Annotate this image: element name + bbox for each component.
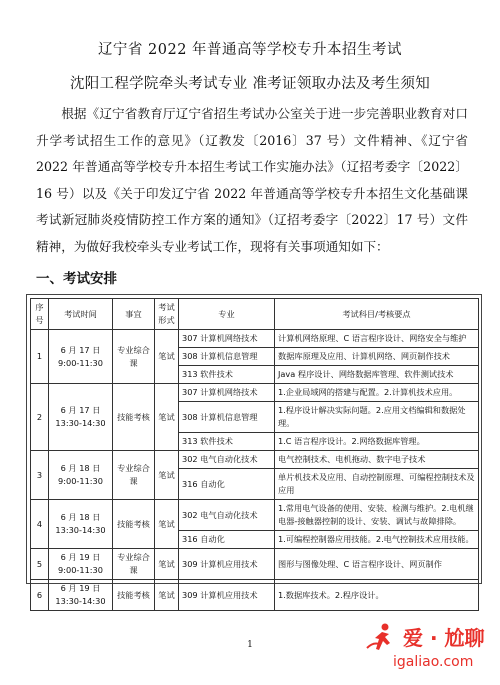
header-no: 序号 bbox=[31, 299, 49, 330]
cell-time-range: 13:30-14:30 bbox=[55, 525, 106, 535]
cell-subjects: 单片机技术及应用、自动控制原理、可编程控制技术及应用 bbox=[275, 469, 479, 500]
document-title-line1: 辽宁省 2022 年普通高等学校专升本招生考试 bbox=[97, 42, 403, 58]
cell-time bbox=[49, 451, 113, 500]
cell-no: 6 bbox=[31, 580, 49, 611]
cell-item: 专业综合课 bbox=[113, 451, 155, 500]
cell-subjects: 1.可编程控制器应用技能。2.电气控制技术应用技能。 bbox=[275, 531, 479, 549]
cell-date: 6 月 18 日 bbox=[60, 463, 101, 473]
header-time: 考试时间 bbox=[49, 299, 113, 330]
cell-no: 4 bbox=[31, 500, 49, 549]
cell-form: 笔试 bbox=[155, 549, 179, 580]
cell-major: 309 计算机应用技术 bbox=[179, 549, 275, 580]
watermark-brand: 爱 · 尬聊 bbox=[403, 626, 485, 650]
cell-time-range: 9:00-11:30 bbox=[58, 476, 103, 486]
cell-major: 316 自动化 bbox=[179, 531, 275, 549]
cell-subjects: 1.程序设计解决实际问题。2.应用文档编辑和数据处理。 bbox=[275, 402, 479, 433]
cell-major: 302 电气自动化技术 bbox=[179, 451, 275, 469]
cell-subjects: 1.C 语言程序设计。2.网络数据库管理。 bbox=[275, 433, 479, 451]
cell-no: 1 bbox=[31, 330, 49, 384]
cell-subjects: 计算机网络原理、C 语言程序设计、网络安全与维护 bbox=[275, 330, 479, 348]
cell-subjects: 图形与图像处理、C 语言程序设计、网页制作 bbox=[275, 549, 479, 580]
intro-paragraph bbox=[36, 101, 468, 260]
cell-item: 专业综合课 bbox=[113, 549, 155, 580]
cell-item: 专业综合课 bbox=[113, 330, 155, 384]
watermark-url: igaliao.com bbox=[393, 654, 474, 670]
table-body bbox=[31, 330, 479, 611]
document-title-line2: 沈阳工程学院牵头考试专业 准考证领取办法及考生须知 bbox=[69, 76, 431, 92]
runner-logo-icon bbox=[365, 622, 397, 654]
cell-item: 技能考核 bbox=[113, 500, 155, 549]
cell-major: 308 计算机信息管理 bbox=[179, 402, 275, 433]
exam-schedule-table bbox=[30, 298, 479, 611]
table-row bbox=[31, 451, 479, 469]
cell-form: 笔试 bbox=[155, 451, 179, 500]
cell-subjects: 数据库原理及应用、计算机网络、网页制作技术 bbox=[275, 348, 479, 366]
page-number: 1 bbox=[247, 640, 253, 650]
cell-time bbox=[49, 549, 113, 580]
cell-time-range: 9:00-11:30 bbox=[58, 565, 103, 575]
intro-paragraph-text: 根据《辽宁省教育厅辽宁省招生考试办公室关于进一步完善职业教育对口升学考试招生工作的意见》（辽教发〔2016〕37 号）文件精神、《辽宁省 2022 年普通高等学校专升本招生考试工作实施办法》（辽招考委字〔2022〕16 号）以及《关于印发辽宁省 2022 年普通高等学校专升本招生文化基础课考试新冠肺炎疫情防控工作方案的通知》（辽招考委字〔2022〕17 号）文件精神，为做好我校牵头专业考试工作，现将有关事项通知如下： bbox=[36, 106, 468, 254]
cell-form: 笔试 bbox=[155, 500, 179, 549]
cell-subjects: Java 程序设计、网络数据库管理、软件测试技术 bbox=[275, 366, 479, 384]
cell-time bbox=[49, 330, 113, 384]
cell-major: 307 计算机网络技术 bbox=[179, 330, 275, 348]
cell-subjects: 1.数据库技术。2.程序设计。 bbox=[275, 580, 479, 611]
cell-subjects: 电气控制技术、电机拖动、数字电子技术 bbox=[275, 451, 479, 469]
cell-item: 技能考核 bbox=[113, 580, 155, 611]
cell-time-range: 9:00-11:30 bbox=[58, 357, 103, 368]
cell-time-range: 13:30-14:30 bbox=[55, 596, 106, 606]
cell-major: 308 计算机信息管理 bbox=[179, 348, 275, 366]
header-subjects: 考试科目/考核要点 bbox=[275, 299, 479, 330]
header-item: 事宜 bbox=[113, 299, 155, 330]
cell-major: 313 软件技术 bbox=[179, 366, 275, 384]
watermark bbox=[365, 620, 495, 676]
cell-major: 313 软件技术 bbox=[179, 433, 275, 451]
cell-subjects: 1.常用电气设备的使用、安装、检测与维护。2.电机继电器-接触器控制的设计、安装、调试与故障排除。 bbox=[275, 500, 479, 531]
header-form: 考试形式 bbox=[155, 299, 179, 330]
cell-time bbox=[49, 384, 113, 451]
cell-no: 2 bbox=[31, 384, 49, 451]
cell-subjects: 1.企业局域网的搭建与配置。2.计算机技术应用。 bbox=[275, 384, 479, 402]
cell-no: 5 bbox=[31, 549, 49, 580]
cell-date: 6 月 17 日 bbox=[60, 405, 101, 415]
cell-major: 316 自动化 bbox=[179, 469, 275, 500]
cell-form: 笔试 bbox=[155, 580, 179, 611]
section-heading-exam-schedule: 一、考试安排 bbox=[36, 271, 117, 287]
cell-item: 技能考核 bbox=[113, 384, 155, 451]
cell-major: 307 计算机网络技术 bbox=[179, 384, 275, 402]
cell-date: 6 月 17 日 bbox=[60, 344, 101, 355]
cell-time-range: 13:30-14:30 bbox=[55, 418, 106, 428]
cell-major: 302 电气自动化技术 bbox=[179, 500, 275, 531]
table-row bbox=[31, 580, 479, 611]
table-row bbox=[31, 549, 479, 580]
table-row bbox=[31, 500, 479, 531]
cell-major: 309 计算机应用技术 bbox=[179, 580, 275, 611]
cell-date: 6 月 19 日 bbox=[60, 583, 101, 593]
table-row bbox=[31, 330, 479, 348]
cell-date: 6 月 18 日 bbox=[60, 512, 101, 522]
cell-date: 6 月 19 日 bbox=[60, 552, 101, 562]
cell-time bbox=[49, 580, 113, 611]
table-header-row bbox=[31, 299, 479, 330]
cell-form: 笔试 bbox=[155, 330, 179, 384]
cell-time bbox=[49, 500, 113, 549]
cell-no: 3 bbox=[31, 451, 49, 500]
table-row bbox=[31, 384, 479, 402]
header-major: 专业 bbox=[179, 299, 275, 330]
cell-form: 笔试 bbox=[155, 384, 179, 451]
